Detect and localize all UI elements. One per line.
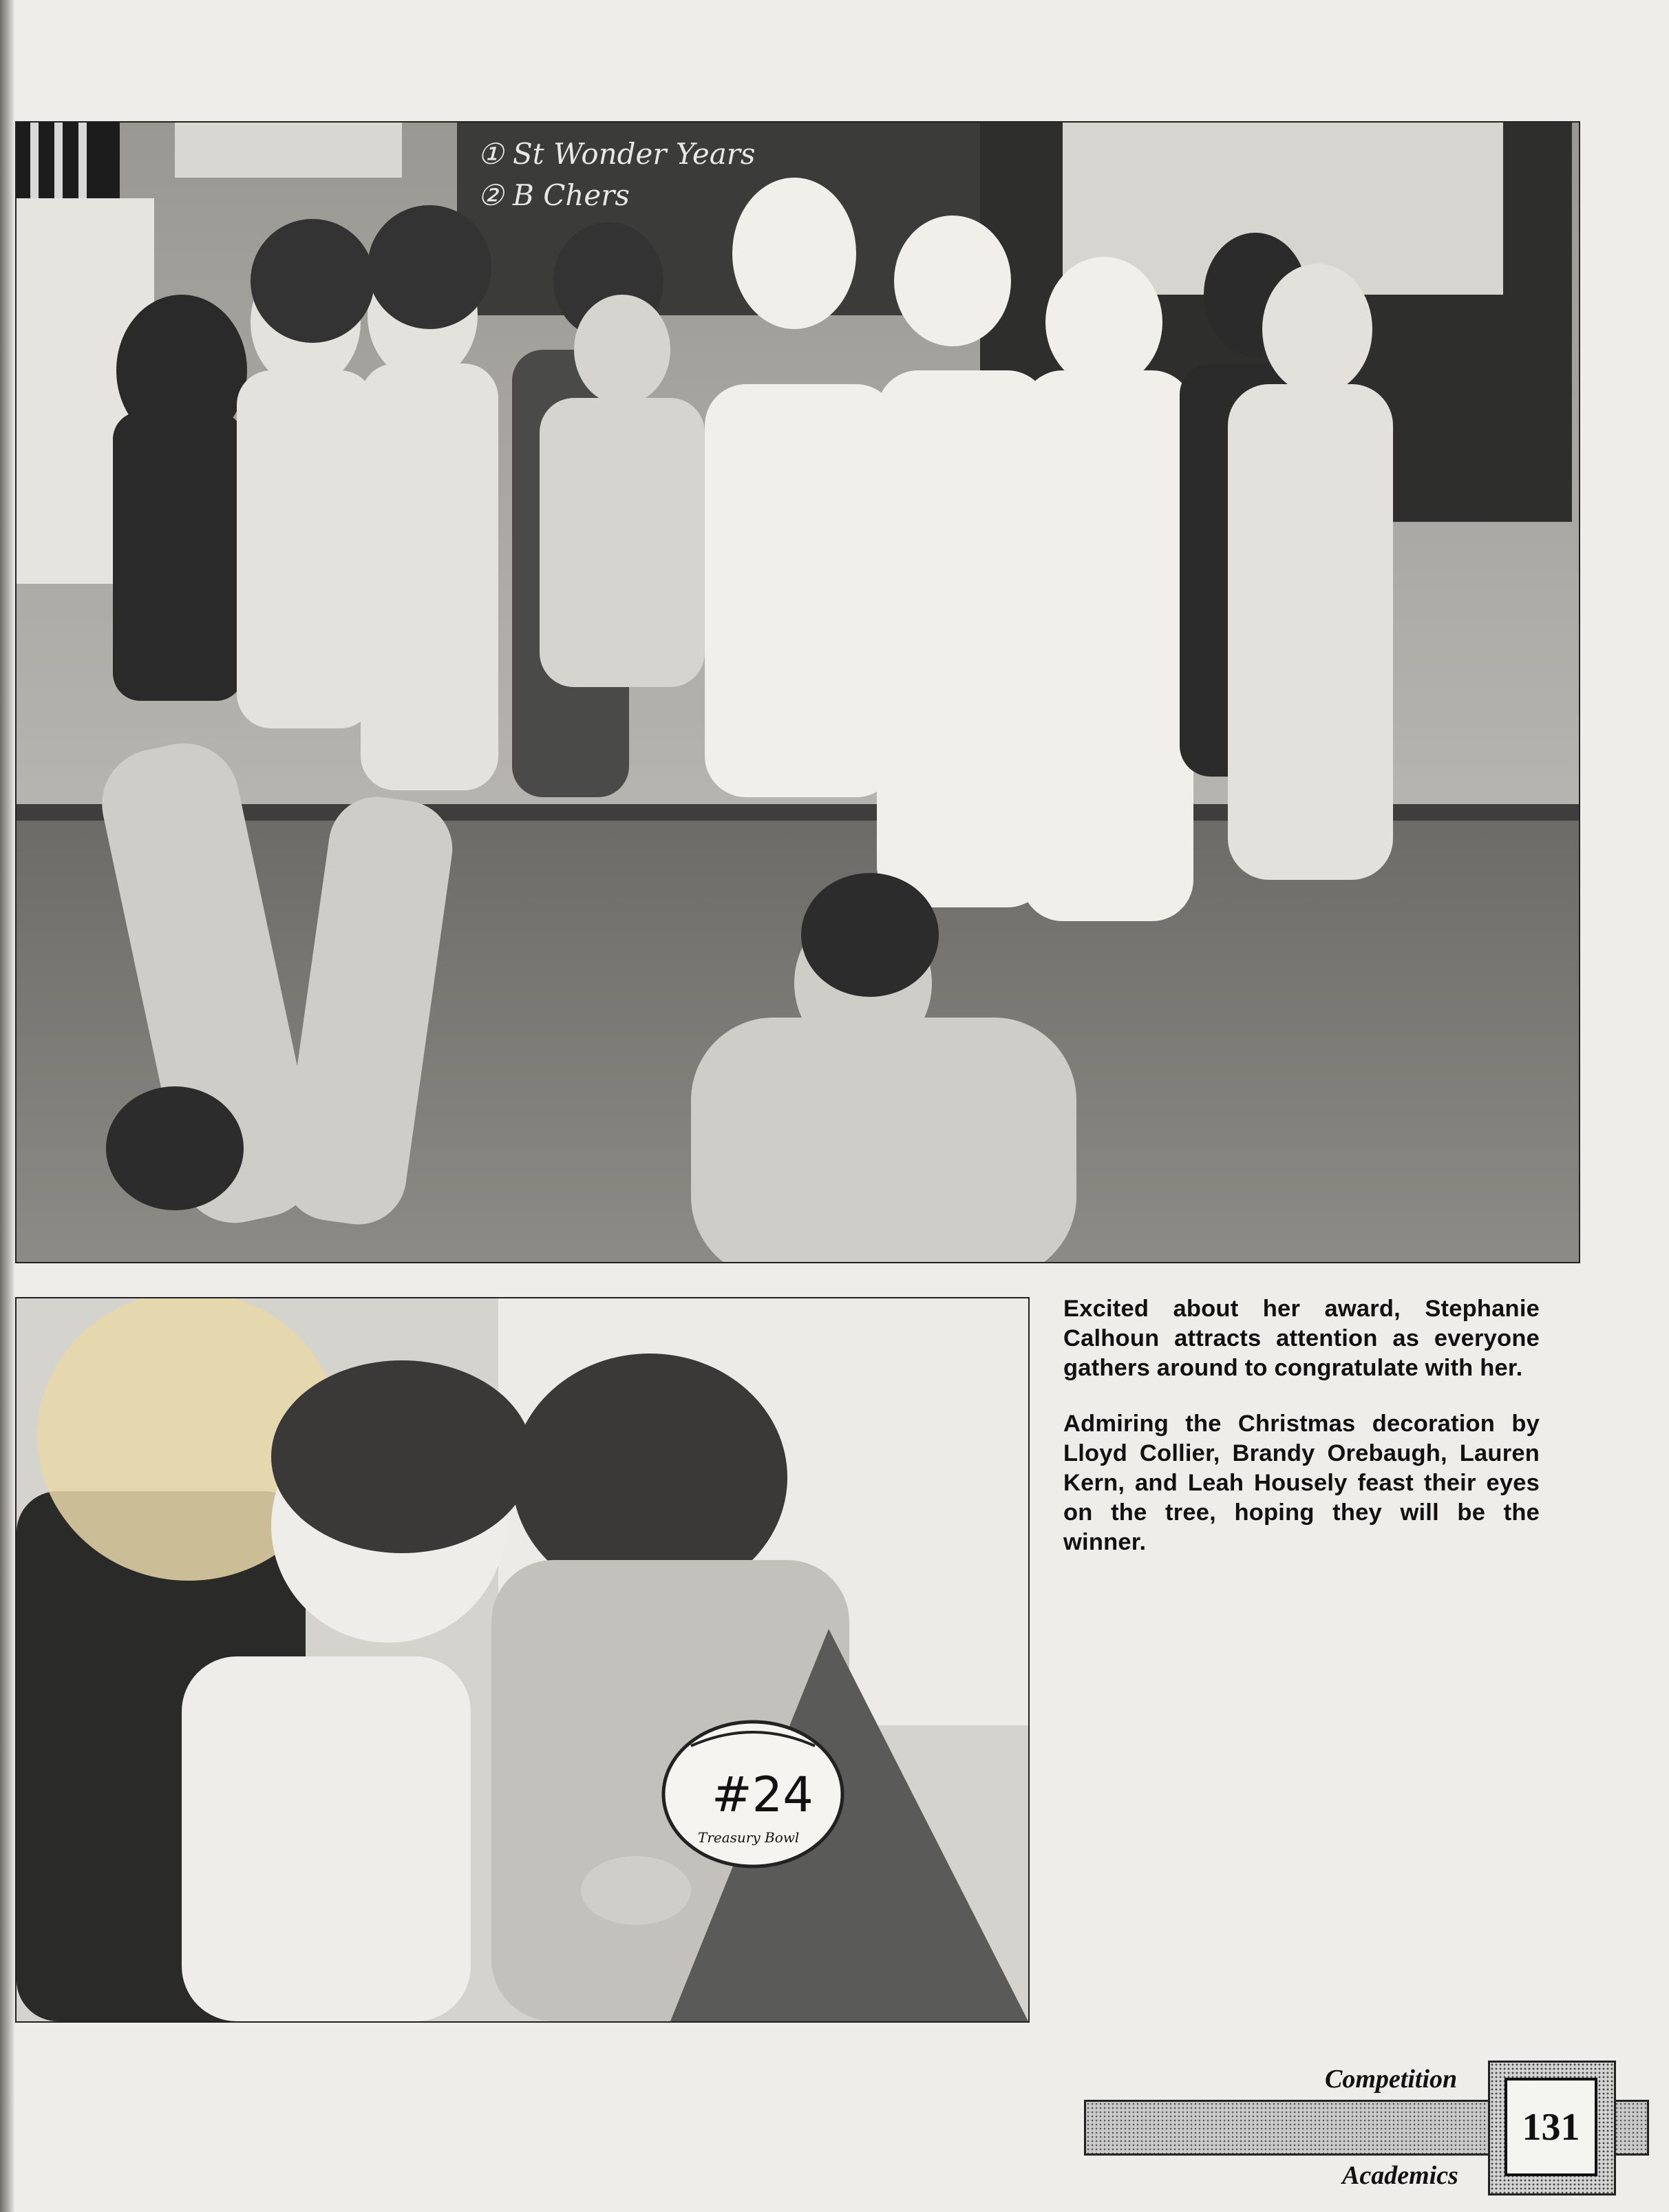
section-label-academics: Academics <box>1342 2161 1458 2190</box>
football-ornament <box>663 1722 842 1866</box>
photo-captions <box>1063 1294 1540 1583</box>
page-number: 131 <box>1505 2078 1597 2176</box>
chalkboard-line-2: ② B Chers <box>478 178 630 212</box>
photo-students-congratulating <box>15 121 1580 1263</box>
ornament-text: Treasury Bowl <box>698 1829 800 1846</box>
photo-christmas-decoration <box>15 1297 1030 2023</box>
caption-top-photo: Excited about her award, Stephanie Calhoun attracts attention as everyone gathers around to congratulate with her. <box>1063 1296 1540 1381</box>
section-label-competition: Competition <box>1325 2065 1458 2094</box>
page-binding-shadow <box>0 0 15 2212</box>
chalkboard-line-1: ① St Wonder Years <box>478 137 756 171</box>
ornament-number: #24 <box>712 1767 814 1823</box>
caption-bottom-photo: Admiring the Christmas decoration by Lloyd Collier, Brandy Orebaugh, Lauren Kern, and Leah Housely feast their eyes on the tree, hoping they will be the winner. <box>1063 1411 1540 1555</box>
